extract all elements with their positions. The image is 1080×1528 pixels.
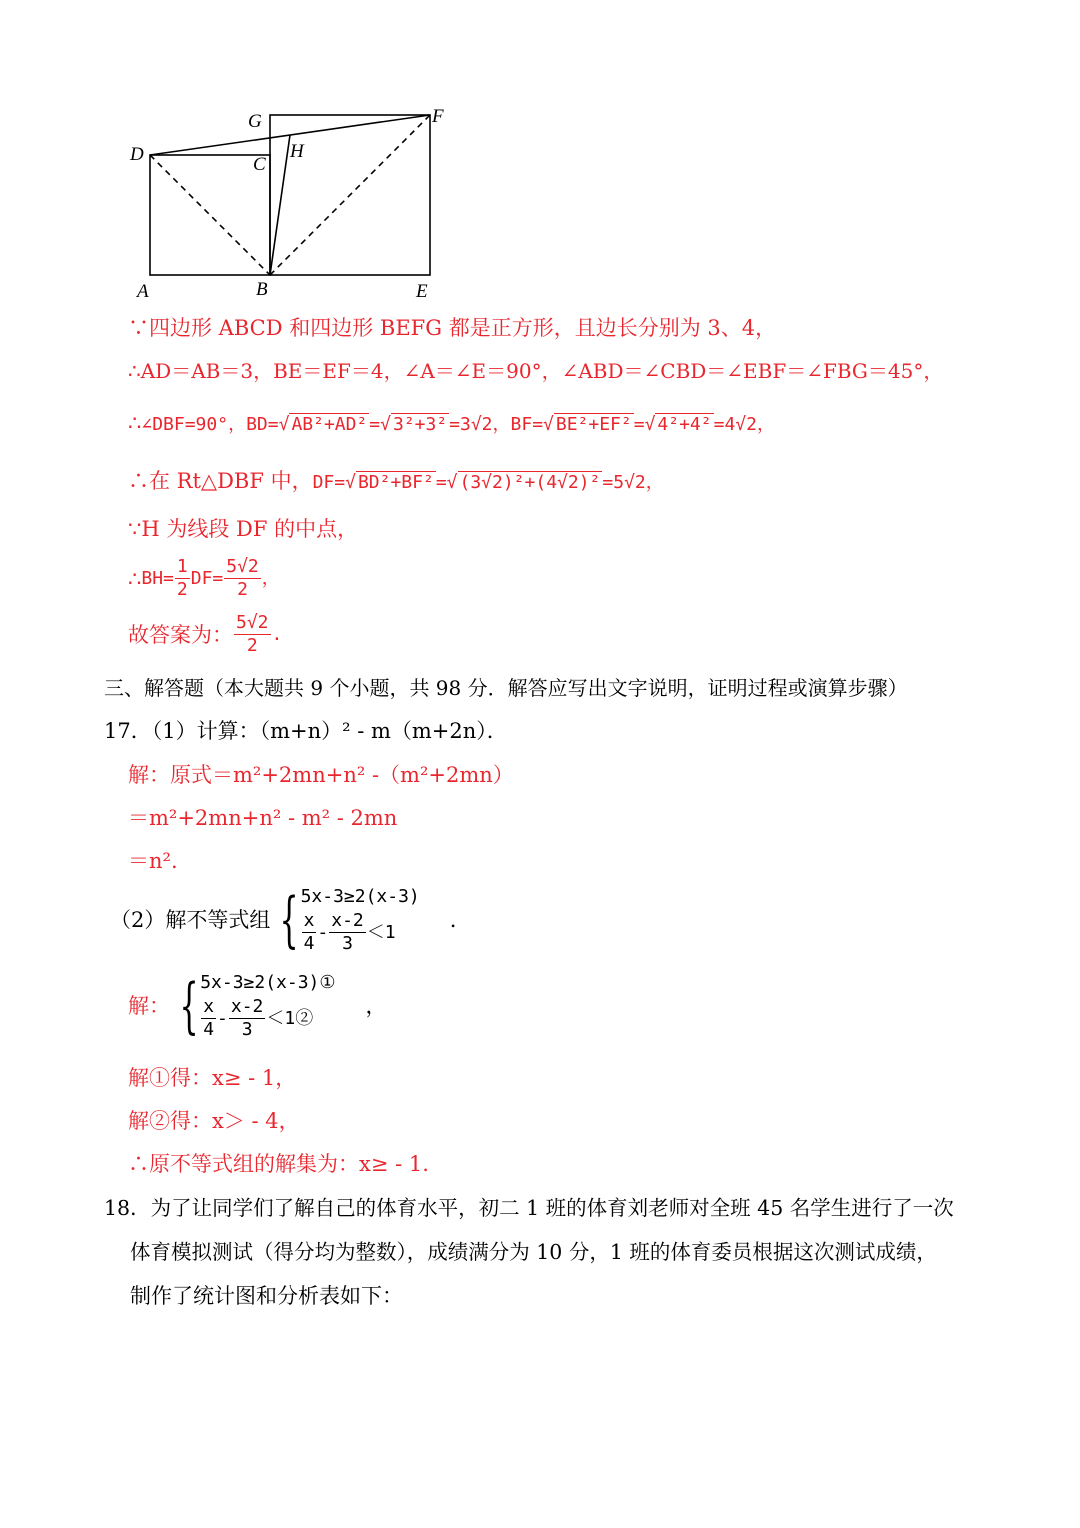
- solution-line-2: ∴AD＝AB＝3，BE＝EF＝4，∠A＝∠E＝90°，∠ABD＝∠CBD＝∠EBF＝∠FBG＝45°，: [128, 359, 944, 383]
- solution-inequality-1: 5x-3≥2(x-3)①: [200, 972, 336, 993]
- solution-system-end: ，: [365, 993, 387, 1018]
- q17-step1: 解：原式＝m²+2mn+n² -（m²+2mn）: [128, 763, 514, 787]
- df-radicand-values: (3√2)²+(4√2)²: [459, 472, 601, 493]
- bd-expr-start: ∠DBF=90°，BD=: [141, 414, 279, 435]
- solution-label: 解：: [128, 993, 170, 1018]
- half-denominator: 2: [176, 579, 188, 600]
- label-c: C: [253, 154, 266, 175]
- solution-line-7: [128, 612, 282, 657]
- solution-line-4: ∴在 Rt△DBF 中，DF=√ BD²+BF² =√ (3√2)²+(4√2)² =5√2，: [128, 469, 664, 493]
- bd-radicand: AB²+AD²: [291, 414, 368, 435]
- bh-end: ，: [261, 567, 280, 589]
- solution-line-3: ∴∠DBF=90°，BD=√ AB²+AD² =√ 3²+3² =3√2，BF=√ BE²+EF² =√ 4²+4² =4√2，: [128, 411, 775, 435]
- bf-radicand: BE²+EF²: [555, 414, 632, 435]
- section-header: 三、解答题（本大题共 9 个小题，共 98 分．解答应写出文字说明，证明过程或演算步骤）: [104, 676, 908, 700]
- segment-bh: [270, 135, 290, 275]
- bf-radicand-values: 4²+4²: [657, 414, 712, 435]
- sol-ineq2-den1: 4: [203, 1019, 215, 1040]
- q18-line-3: 制作了统计图和分析表如下：: [130, 1284, 403, 1308]
- bf-result: =4√2，: [713, 414, 775, 435]
- geometry-figure: [120, 100, 460, 310]
- df-equals: =: [435, 472, 447, 493]
- diagonal-bd: [150, 155, 270, 275]
- inequality-1: 5x-3≥2(x-3): [300, 886, 420, 907]
- bh-expr-start: BH=: [141, 567, 174, 589]
- bh-numerator: 5√2: [226, 556, 259, 577]
- sol-ineq2-num1: x: [203, 996, 215, 1017]
- ineq2-den2: 3: [342, 933, 353, 954]
- q17-part2: [110, 884, 456, 955]
- sol-ineq2-num2: x-2: [230, 996, 264, 1017]
- label-g: G: [248, 111, 262, 132]
- ineq2-end: ＜1: [366, 921, 396, 943]
- solution-line-1: ∵四边形 ABCD 和四边形 BEFG 都是正方形，且边长分别为 3、4，: [128, 316, 777, 340]
- therefore-symbol-2: ∴: [128, 566, 142, 591]
- solution-line-6: [128, 556, 280, 601]
- label-a: A: [137, 281, 149, 302]
- df-radicand: BD²+BF²: [357, 472, 434, 493]
- answer-end: .: [271, 623, 283, 645]
- ineq2-num1: x: [303, 910, 315, 931]
- bd-result: =3√2，BF=: [449, 414, 544, 435]
- bh-denominator: 2: [237, 579, 248, 600]
- half-numerator: 1: [176, 556, 188, 577]
- label-f: F: [432, 106, 444, 127]
- bd-radicand-values: 3²+3²: [392, 414, 448, 435]
- left-brace-icon: {: [279, 884, 300, 955]
- rt-triangle-text: ∴在 Rt△DBF 中，: [128, 469, 313, 493]
- bh-expr-mid: DF=: [190, 567, 224, 589]
- diagonal-bf: [270, 115, 430, 275]
- solution-line-5: ∵H 为线段 DF 的中点，: [128, 517, 359, 541]
- q17-part2-end: .: [449, 907, 457, 932]
- q17-part1: 17．（1）计算：（m+n）² - m（m+2n）．: [104, 719, 508, 743]
- label-e: E: [416, 281, 428, 302]
- answer-label: 故答案为：: [128, 622, 233, 647]
- q17-result-3: ∴原不等式组的解集为：x≥ - 1.: [128, 1152, 429, 1176]
- therefore-symbol: ∴: [128, 411, 142, 435]
- q17-solution-system: [128, 970, 387, 1041]
- q17-result-1: 解①得：x≥ - 1，: [128, 1066, 297, 1090]
- sol-ineq2-minus: -: [217, 1007, 228, 1029]
- q18-line-2: 体育模拟测试（得分均为整数），成绩满分为 10 分，1 班的体育委员根据这次测试成绩，: [130, 1240, 937, 1264]
- q17-step3: ＝n².: [128, 849, 178, 873]
- answer-numerator: 5√2: [236, 612, 269, 633]
- left-brace-icon-2: {: [179, 970, 199, 1041]
- bf-equals: =: [633, 414, 645, 435]
- label-h: H: [290, 141, 304, 162]
- df-expr-start: DF=: [312, 472, 346, 493]
- q18-line-1: 18．为了让同学们了解自己的体育水平，初二 1 班的体育刘老师对全班 45 名学生进行了一次: [104, 1196, 954, 1220]
- q17-part2-label: （2）解不等式组: [110, 907, 271, 932]
- ineq2-minus: -: [317, 921, 329, 943]
- ineq2-num2: x-2: [331, 910, 364, 931]
- ineq2-den1: 4: [303, 933, 315, 954]
- label-b: B: [256, 279, 268, 300]
- q17-step2: ＝m²+2mn+n² - m² - 2mn: [128, 806, 398, 830]
- sol-ineq2-end: ＜1②: [266, 1007, 314, 1029]
- bd-equals: =: [369, 414, 381, 435]
- answer-denominator: 2: [246, 635, 258, 656]
- sol-ineq2-den2: 3: [241, 1019, 253, 1040]
- q17-result-2: 解②得：x＞ - 4，: [128, 1109, 300, 1133]
- label-d: D: [130, 144, 144, 165]
- df-result: =5√2，: [602, 472, 664, 493]
